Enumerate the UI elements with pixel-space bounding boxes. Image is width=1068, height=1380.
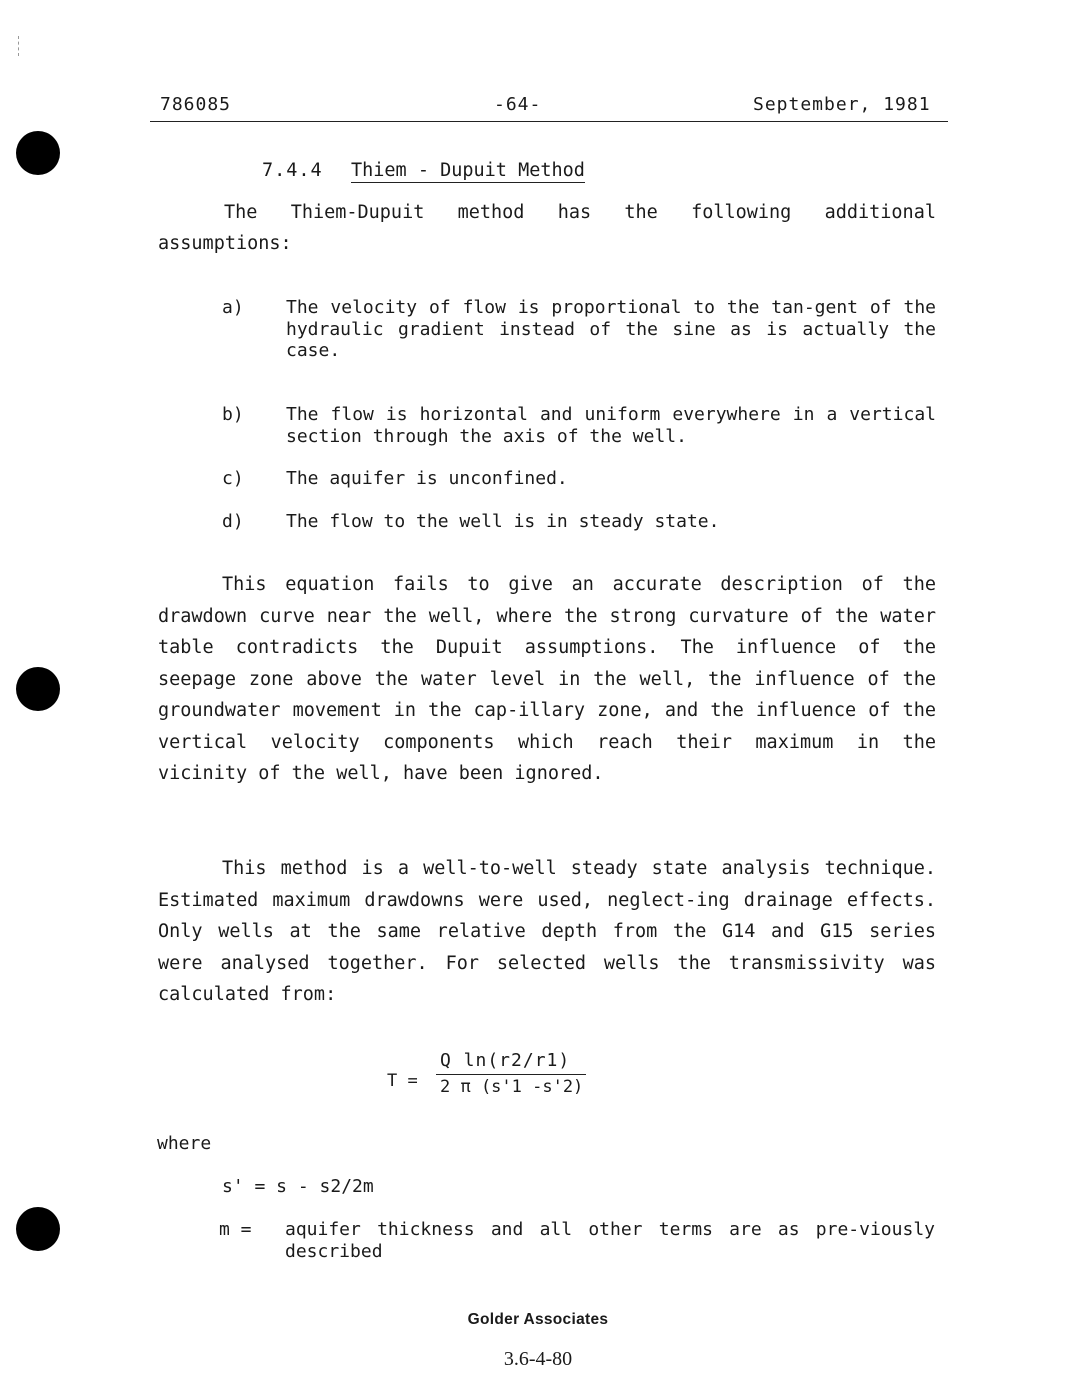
doc-number: 786085 <box>160 94 232 115</box>
assumption-text: The flow is horizontal and uniform everywhere in a vertical section through the axis of the well. <box>286 404 936 447</box>
scan-mark <box>18 36 20 56</box>
company-name: Golder Associates <box>467 1311 609 1328</box>
assumption-label: c) <box>222 468 244 489</box>
equation-lhs: T = <box>387 1071 418 1091</box>
page-number: -64- <box>494 94 542 115</box>
assumption-label: b) <box>222 404 244 425</box>
punch-hole <box>16 131 60 175</box>
section-title: Thiem - Dupuit Method <box>351 160 585 181</box>
assumption-text: The velocity of flow is proportional to the tan-gent of the hydraulic gradient instead of the sine as is actually the case. <box>286 297 936 361</box>
intro-word: The <box>224 202 258 223</box>
definition-text: aquifer thickness and all other terms are as pre-viously described <box>285 1219 935 1262</box>
header-date: September, 1981 <box>753 94 931 115</box>
intro-word: additional <box>824 202 936 223</box>
equation-denominator: 2 π (s'1 -s'2) <box>440 1077 584 1097</box>
assumption-text: The aquifer is unconfined. <box>286 468 568 489</box>
intro-line-2: assumptions: <box>158 233 292 254</box>
intro-word: has <box>557 202 592 223</box>
intro-word: following <box>691 202 792 223</box>
intro-word: Thiem-Dupuit <box>290 202 425 223</box>
where-label: where <box>157 1133 212 1154</box>
intro-line <box>224 202 936 223</box>
intro-word: the <box>624 202 658 223</box>
paragraph-drawdown: This equation fails to give an accurate description of the drawdown curve near the well, where the strong curvature of the water table contradicts the Dupuit assumptions. The influence of the seepage zone above the water level in the well, the influence of the groundwater movement in the cap-illary zone, and the influence of the vertical velocity components which reach their maximum in the vicinity of the well, have been ignored. <box>158 574 936 784</box>
assumption-label: d) <box>222 511 244 532</box>
assumption-text: The flow to the well is in steady state. <box>286 511 720 532</box>
equation-numerator: Q ln(r2/r1) <box>440 1050 571 1071</box>
assumption-label: a) <box>222 297 244 318</box>
punch-hole <box>16 1207 60 1251</box>
definition-s-prime: s' = s - s2/2m <box>222 1176 374 1197</box>
intro-word: method <box>457 202 525 223</box>
form-code: 3.6-4-80 <box>503 1348 573 1370</box>
paragraph-method: This method is a well-to-well steady state analysis technique. Estimated maximum drawdowns were used, neglect-ing drainage effects. Only wells at the same relative depth from the G14 and G15 series were analysed together. For selected wells the transmissivity was calculated from: <box>158 858 936 1005</box>
fraction-bar <box>436 1074 586 1075</box>
punch-hole <box>16 667 60 711</box>
definition-label: m = <box>219 1219 252 1240</box>
header-rule <box>150 121 948 122</box>
section-number: 7.4.4 <box>262 160 323 181</box>
